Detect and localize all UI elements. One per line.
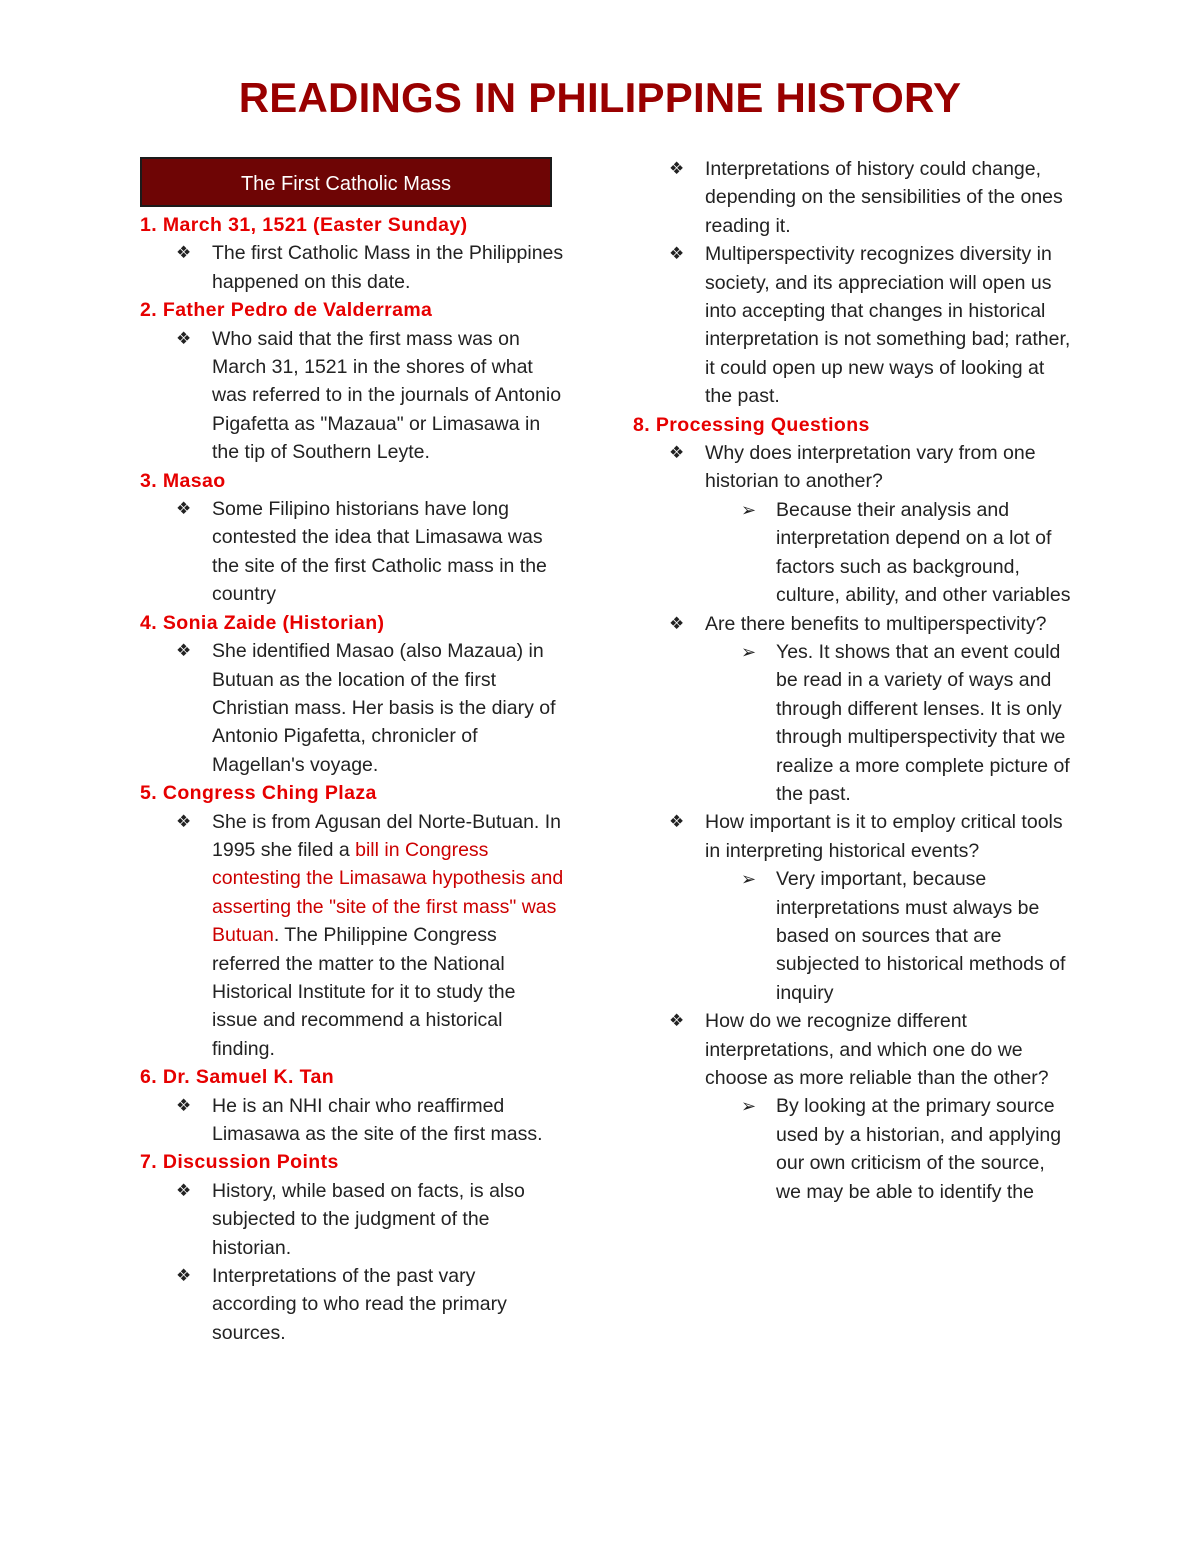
bullet-text: History, while based on facts, is also subjected to the judgment of the historian. — [212, 1179, 525, 1259]
section-1 — [140, 211, 565, 296]
section-heading: 8. Processing Questions — [633, 413, 870, 436]
bullet-text: Some Filipino historians have long contested the idea that Limasawa was the site of the first Catholic mass in the country — [212, 498, 547, 606]
section-banner: The First Catholic Mass — [140, 157, 552, 207]
question-item — [633, 808, 1073, 865]
left-column — [140, 157, 565, 1347]
question-text: How do we recognize different interpretations, and which one do we choose as more reliable than the other? — [705, 1010, 1049, 1089]
section-heading: 4. Sonia Zaide (Historian) — [140, 611, 385, 634]
answer-item — [633, 865, 1073, 1007]
section-8 — [633, 411, 1073, 1206]
bullet-text: Interpretations of the past vary according to who read the primary sources. — [212, 1265, 507, 1344]
bullet-text: Multiperspectivity recognizes diversity in society, and its appreciation will open us into accepting that changes in historical interpretation is not something bad; rather, it could open up new ways of looking at the past. — [705, 243, 1071, 408]
bullet-item — [140, 325, 565, 467]
diamond-bullet-icon: ❖ — [669, 812, 685, 832]
bullet-item — [140, 637, 565, 779]
diamond-bullet-icon: ❖ — [669, 613, 685, 633]
diamond-bullet-icon: ❖ — [669, 443, 685, 463]
bullet-item — [140, 1262, 565, 1347]
arrow-bullet-icon: ➢ — [741, 499, 757, 520]
answer-text: Very important, because interpretations must always be based on sources that are subjected to historical methods of inquiry — [776, 868, 1066, 1004]
bullet-text: Who said that the first mass was on March 31, 1521 in the shores of what was referred to in the journals of Antonio Pigafetta as "Mazaua" or Limasawa in the tip of Southern Leyte. — [212, 327, 562, 464]
answer-text: By looking at the primary source used by a historian, and applying our own criticism of the source, we may be able to identify the — [776, 1095, 1062, 1203]
section-4 — [140, 609, 565, 779]
bullet-item — [140, 808, 565, 1064]
answer-item — [633, 638, 1073, 808]
question-item — [633, 1007, 1073, 1092]
section-heading: 2. Father Pedro de Valderrama — [140, 299, 433, 322]
diamond-bullet-icon: ❖ — [176, 1180, 192, 1200]
bullet-item — [140, 239, 565, 296]
question-item — [633, 610, 1073, 638]
section-heading: 3. Masao — [140, 469, 226, 492]
section-7 — [140, 1148, 565, 1347]
section-heading: 5. Congress Ching Plaza — [140, 782, 377, 805]
section-heading: 1. March 31, 1521 (Easter Sunday) — [140, 214, 468, 236]
bullet-text: Interpretations of history could change, depending on the sensibilities of the ones reading it. — [705, 158, 1063, 237]
diamond-bullet-icon: ❖ — [176, 641, 192, 661]
diamond-bullet-icon: ❖ — [669, 244, 685, 264]
answer-text: Because their analysis and interpretation depend on a lot of factors such as background, culture, ability, and other variables — [776, 498, 1071, 607]
diamond-bullet-icon: ❖ — [176, 1266, 192, 1286]
arrow-bullet-icon: ➢ — [741, 1096, 757, 1117]
section-6 — [140, 1063, 565, 1148]
bullet-text: She is from Agusan del Norte-Butuan. In 1995 she filed a — [212, 810, 562, 861]
diamond-bullet-icon: ❖ — [669, 1011, 685, 1031]
bullet-item — [633, 240, 1073, 410]
question-text: How important is it to employ critical tools in interpreting historical events? — [705, 811, 1063, 862]
answer-item — [633, 1092, 1073, 1206]
arrow-bullet-icon: ➢ — [741, 641, 757, 662]
question-text: Why does interpretation vary from one historian to another? — [705, 442, 1036, 493]
bullet-item — [140, 1177, 565, 1262]
bullet-text: The first Catholic Mass in the Philippines happened on this date. — [212, 242, 564, 293]
diamond-bullet-icon: ❖ — [176, 243, 192, 263]
section-2 — [140, 296, 565, 466]
diamond-bullet-icon: ❖ — [176, 328, 192, 348]
section-heading: 7. Discussion Points — [140, 1151, 339, 1174]
question-text: Are there benefits to multiperspectivity? — [705, 612, 1047, 635]
bullet-text: He is an NHI chair who reaffirmed Limasawa as the site of the first mass. — [212, 1094, 543, 1145]
diamond-bullet-icon: ❖ — [669, 159, 685, 178]
highlighted-text: bill in Congress contesting the Limasawa hypothesis and asserting the "site of the first mass" was Butuan — [212, 838, 564, 947]
answer-text: Yes. It shows that an event could be read in a variety of ways and through different lenses. It is only through multiperspectivity that we realize a more complete picture of the past. — [776, 640, 1070, 805]
bullet-item — [140, 1092, 565, 1149]
diamond-bullet-icon: ❖ — [176, 1095, 192, 1115]
section-3 — [140, 467, 565, 609]
bullet-text: She identified Masao (also Mazaua) in Butuan as the location of the first Christian mass. Her basis is the diary of Antonio Pigafetta, chronicler of Magellan's voyage. — [212, 640, 556, 776]
bullet-text: . The Philippine Congress referred the matter to the National Historical Institute for it to study the issue and recommend a historical finding. — [212, 924, 516, 1060]
page-title: READINGS IN PHILIPPINE HISTORY — [238, 74, 962, 121]
bullet-item — [140, 495, 565, 609]
right-column — [633, 155, 1073, 1206]
section-5 — [140, 779, 565, 1063]
answer-item — [633, 496, 1073, 610]
diamond-bullet-icon: ❖ — [176, 499, 192, 519]
section-heading: 6. Dr. Samuel K. Tan — [140, 1066, 335, 1089]
diamond-bullet-icon: ❖ — [176, 811, 192, 831]
arrow-bullet-icon: ➢ — [741, 869, 757, 890]
question-item — [633, 439, 1073, 496]
bullet-item — [633, 155, 1073, 240]
